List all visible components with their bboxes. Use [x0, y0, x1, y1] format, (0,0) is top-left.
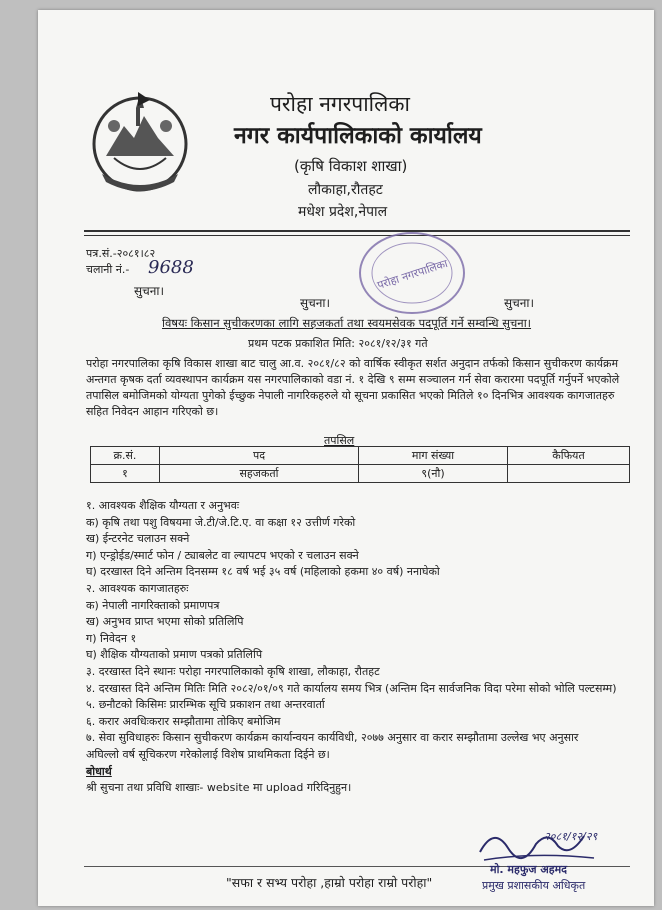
table-caption: तपसिल: [324, 434, 355, 447]
list-item: २. आवश्यक कागजातहरुः: [86, 581, 189, 595]
header-cell: कैफियत: [508, 447, 630, 465]
document-page: [38, 10, 654, 906]
list-item: ५. छनौटको किसिमः प्रारम्भिक सूचि प्रकाशन तथा अन्तरवार्ता: [86, 698, 325, 712]
dispatch-number: 9688: [148, 257, 194, 278]
municipality-name: परोहा नगरपालिका: [270, 92, 410, 116]
table-cell: सहजकर्ता: [160, 465, 359, 483]
subject-line: विषयः किसान सुचीकरणका लागि सहजकर्ता तथा स्वयमसेवक पदपूर्ति गर्ने सम्वन्धि सुचना।: [162, 316, 532, 330]
address-line: लौकाहा,रौतहट: [308, 182, 383, 198]
notice-word: सुचना।: [134, 284, 165, 298]
footer-slogan: "सफा र सभ्य परोहा ,हाम्रो परोहा राम्रो परोहा": [226, 875, 433, 890]
table-cell: ९(नौ): [359, 465, 508, 483]
header-cell: क्र.सं.: [91, 447, 160, 465]
list-item: ६. करार अवधिःकरार सम्झौतामा तोकिए बमोजिम: [86, 714, 281, 728]
province-line: मधेश प्रदेश,नेपाल: [298, 204, 388, 220]
signatory-name: मो. महफुज अहमद: [490, 863, 567, 876]
list-item: घ) दरखास्त दिने अन्तिम दिनसम्म १८ वर्ष भई ३५ वर्ष (महिलाको हकमा ४० वर्ष) ननाघेको: [86, 565, 440, 579]
body-paragraph: परोहा नगरपालिका कृषि विकास शाखा बाट चालु आ.व. २०८१/८२ को वार्षिक स्वीकृत सर्शत अनुदान तर्फको किसान सुचीकरण कार्यक्रम अन्तगत कृषक दर्ता व्यवस्थापन कार्यक्रम यस नगरपालिकाको वडा नं. १ देखि ९ सम्म सञ्चालन गर्न सेवा करारमा पदपूर्ति गर्नुपर्ने भएकोले तपासिल बमोजिमको योग्यता पुगेको ईच्छुक नेपाली नागरिकहरुले यो सूचना प्रकासित भएको मितिले १० दिनभित्र आवश्यक कागजातहरु सहित निवेदन आहान गरिएको छ।: [86, 357, 620, 418]
list-item: ग) निवेदन १: [86, 631, 137, 645]
office-name: नगर कार्यपालिकाको कार्यालय: [234, 123, 482, 149]
details-table: [90, 446, 630, 483]
list-item: अघिल्लो वर्ष सूचिकरण गरेकोलाई विशेष प्राथमिकता दिईने छ।: [86, 747, 330, 761]
branch-name: (कृषि विकाश शाखा): [294, 157, 408, 175]
letter-number: पत्र.सं.-२०८१।८२: [86, 247, 156, 260]
table-header-row: [91, 447, 630, 465]
signature-date: २०८१/१२/२९: [544, 830, 598, 843]
published-date: प्रथम पटक प्रकाशित मिति: २०८१/१२/३१ गते: [248, 337, 428, 350]
table-cell: १: [91, 465, 160, 483]
dispatch-label: चलानी नं.-: [86, 263, 130, 276]
list-item: ३. दरखास्त दिने स्थानः परोहा नगरपालिकाको कृषि शाखा, लौकाहा, रौतहट: [86, 664, 380, 678]
header-cell: माग संख्या: [359, 447, 508, 465]
table-cell: [508, 465, 630, 483]
nepal-emblem-icon: [84, 86, 196, 196]
list-item: श्री सुचना तथा प्रविधि शाखाः- website मा upload गरिदिनुहुन।: [86, 781, 352, 795]
list-item: ख) अनुभव प्राप्त भएमा सोको प्रतिलिपि: [86, 615, 244, 629]
list-item: ४. दरखास्त दिने अन्तिम मितिः मिति २०८२/०१/०९ गते कार्यालय समय भित्र (अन्तिम दिन सार्वजनिक विदा परेमा सोको भोलि पल्टसम्म): [86, 681, 617, 695]
header-cell: पद: [160, 447, 359, 465]
signatory-designation: प्रमुख प्रशासकीय अधिकृत: [482, 879, 586, 892]
list-item: ख) ईन्टरनेट चलाउन सक्ने: [86, 532, 190, 546]
list-item: बोधार्थ: [86, 764, 112, 778]
notice-word: सुचना।: [504, 296, 535, 310]
list-item: ७. सेवा सुविधाहरुः किसान सुचीकरण कार्यक्रम कार्यान्वयन कार्यविधी, २०७७ अनुसार वा करार सम्झौतामा उल्लेख भए अनुसार: [86, 731, 579, 745]
notice-word: सुचना।: [300, 296, 331, 310]
requirements-list: [86, 498, 646, 797]
list-item: क) नेपाली नागरिक्ताको प्रमाणपत्र: [86, 598, 220, 612]
svg-text:परोहा नगरपालिका: परोहा नगरपालिका: [375, 256, 450, 292]
list-item: क) कृषि तथा पशु विषयमा जे.टी/जे.टि.ए. वा कक्षा १२ उत्तीर्ण गरेको: [86, 515, 356, 529]
list-item: घ) शैक्षिक यौग्यताको प्रमाण पत्रको प्रतिलिपि: [86, 648, 263, 662]
list-item: ग) एन्ड्रोईड/स्मार्ट फोन / ट्याबलेट वा ल्यापटप भएको र चलाउन सक्ने: [86, 548, 359, 562]
list-item: १. आवश्यक शैक्षिक यौग्यता र अनुभवः: [86, 499, 240, 512]
office-stamp: [356, 228, 468, 318]
table-row: [91, 465, 630, 483]
